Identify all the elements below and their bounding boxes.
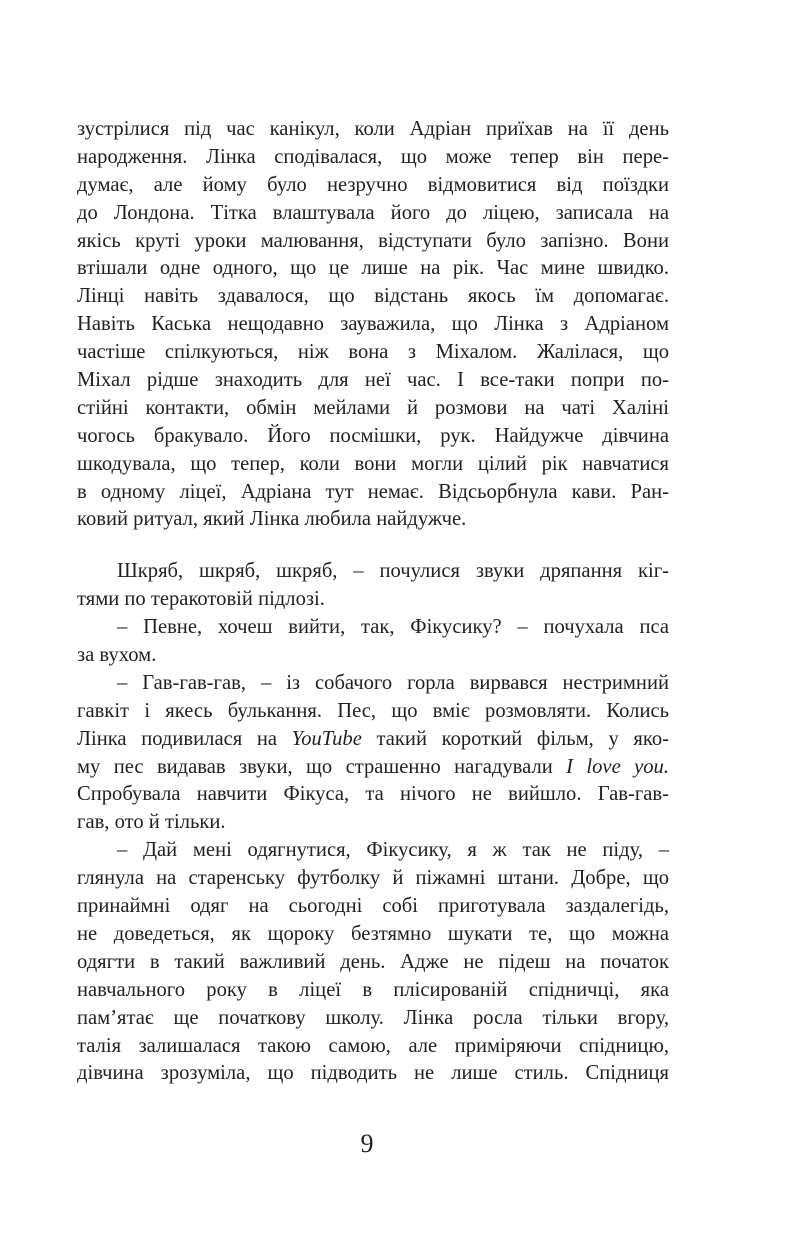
text-line: Спробувала навчити Фікуса, та нічого не вийшло. Гав-гав- [77,783,669,806]
text-line: не доведеться, як щороку безтямно шукати те, що можна [77,922,669,945]
text-line: стійні контакти, обмін мейлами й розмови на чаті Халіні [77,396,669,419]
text-line: тями по теракотовій підлозі. [77,588,325,611]
text-line: зустрілися під час канікул, коли Адріан приїхав на її день [77,118,669,140]
text-line [77,754,669,782]
text-run: такий короткий фільм, у яко- [361,727,669,750]
italic-text: YouTube [291,727,362,750]
text-line: навчального року в ліцеї в плісированій спідничці, яка [77,978,669,1001]
text-line: глянула на старенську футболку й піжамні штани. Добре, що [77,867,669,890]
text-line: чогось бракувало. Його посмішки, рук. Найдужче дівчина [77,424,669,447]
text-line: Шкряб, шкряб, шкряб, – почулися звуки дряпання кіг- [117,560,669,583]
text-line: талія залишалася такою самою, але приміряючи спідницю, [77,1034,669,1057]
text-run: му пес видавав звуки, що страшенно нагадували [77,755,567,778]
text-line: Навіть Каська нещодавно зауважила, що Лінка з Адріаном [77,313,669,336]
text-run: Лінка подивилася на [77,727,292,750]
text-line: одягти в такий важливий день. Адже не підеш на початок [77,950,669,973]
text-line: до Лондона. Тітка влаштувала його до ліцею, записала на [77,201,669,224]
paragraph-3 [77,614,669,670]
page-number-value: 9 [360,1129,374,1158]
text-line: народження. Лінка сподівалася, що може тепер він пере- [77,145,669,168]
paragraph-1 [77,116,669,534]
paragraph-5 [77,837,669,1088]
paragraph-2 [77,558,669,614]
paragraph-4 [77,670,669,837]
text-line: гавкіт і якесь булькання. Пес, що вміє розмовляти. Колись [77,699,669,722]
text-line: за вухом. [77,644,157,667]
text-line: Міхал рідше знаходить для неї час. І все-таки попри по- [77,369,669,392]
text-line: частіше спілкуються, ніж вона з Міхалом. Жалілася, що [77,341,669,364]
text-line [77,726,669,754]
text-line: якісь круті уроки малювання, відступати було запізно. Вони [77,229,669,252]
text-line: пам’ятає ще початкову школу. Лінка росла тільки вгору, [77,1006,669,1029]
text-line: в одному ліцеї, Адріана тут немає. Відсьорбнула кави. Ран- [77,480,669,503]
text-line: дівчина зрозуміла, що підводить не лише стиль. Спідниця [77,1062,669,1085]
text-line: гав, ото й тільки. [77,811,226,834]
italic-text: I love you. [566,755,669,778]
text-line: ковий ритуал, який Лінка любила найдужче. [77,508,467,531]
text-line: – Дай мені одягнутися, Фікусику, я ж так не піду, – [117,839,669,862]
text-line: – Певне, хочеш вийти, так, Фікусику? – почухала пса [117,616,669,639]
section-break [77,534,669,558]
text-line: принаймні одяг на сьогодні собі приготувала заздалегідь, [77,895,669,918]
text-line: втішали одне одного, що це лише на рік. Час мине швидко. [77,257,669,280]
text-line: – Гав-гав-гав, – із собачого горла вирвався нестримний [117,671,669,694]
text-line: Лінці навіть здавалося, що відстань якось їм допомагає. [77,285,669,308]
text-line: думає, але йому було незручно відмовитися від поїздки [77,173,669,196]
page-body [77,116,669,1088]
text-line: шкодувала, що тепер, коли вони могли цілий рік навчатися [77,452,669,475]
